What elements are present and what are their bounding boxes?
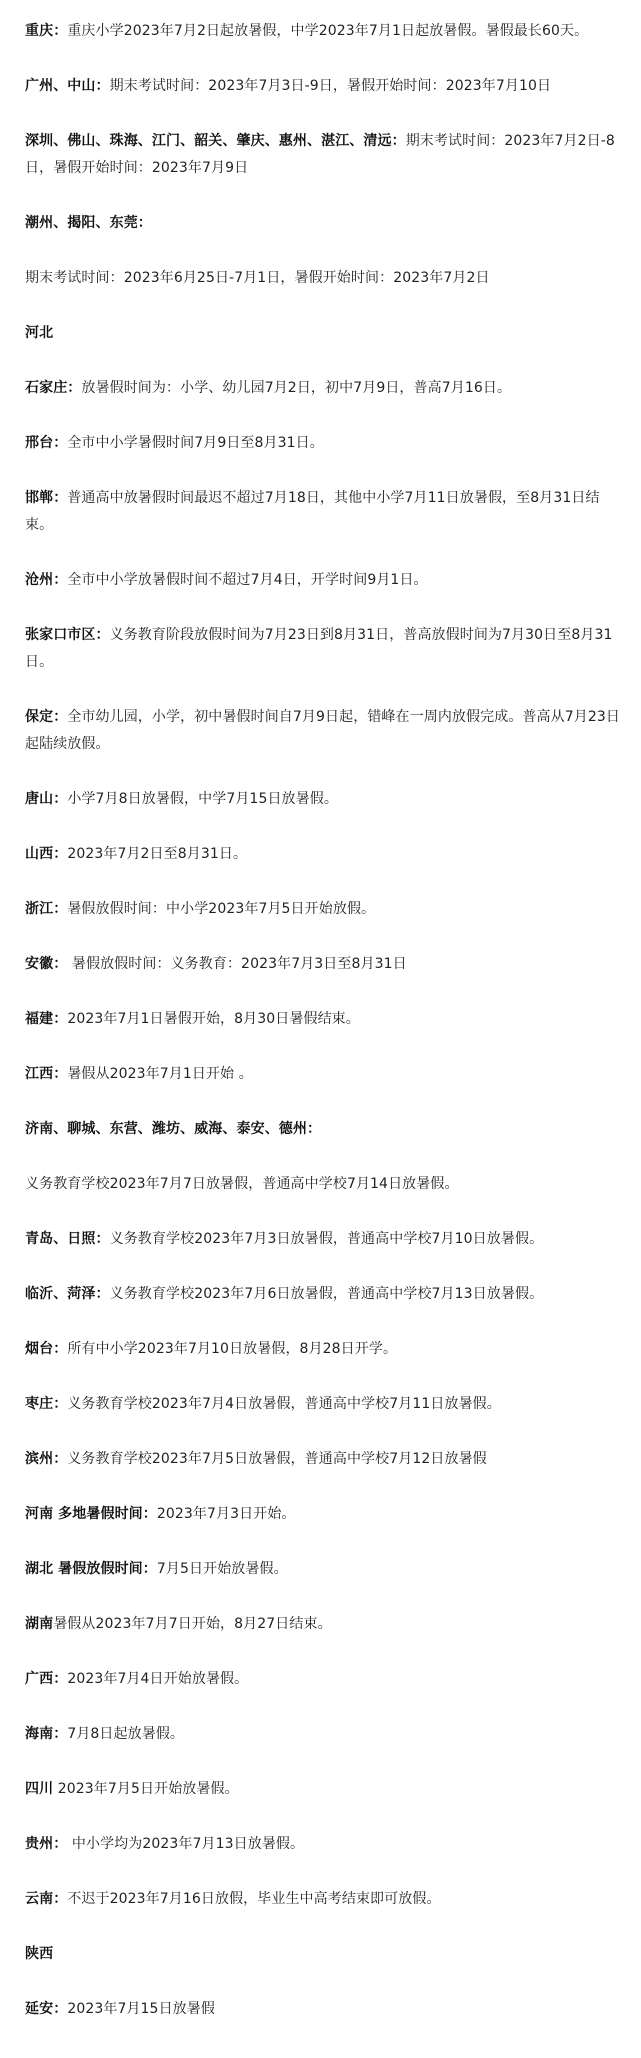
paragraph-text: 2023年7月1日暑假开始，8月30日暑假结束。 [67,1011,360,1027]
paragraph-text: 期末考试时间：2023年7月2日-8日，暑假开始时间：2023年7月9日 [25,133,615,176]
paragraph-text: 全市中小学放暑假时间不超过7月4日，开学时间9月1日。 [67,572,428,588]
section-heading-shaanxi [25,1941,621,1968]
paragraph-guangzhou-zhongshan [25,73,621,100]
region-label: 邯郸： [25,490,68,506]
region-label: 石家庄： [25,380,82,396]
paragraph-chaozhou-detail [25,265,621,292]
region-label: 河北 [25,325,54,341]
paragraph-text: 7月8日起放暑假。 [67,1726,185,1742]
paragraph-yunnan [25,1886,621,1913]
region-label: 贵州： [25,1836,68,1852]
paragraph-text: 暑假从2023年7月1日开始 。 [67,1066,253,1082]
paragraph-shenzhen-group [25,128,621,182]
paragraph-jinan-group [25,1116,621,1143]
region-label: 深圳、佛山、珠海、江门、韶关、肇庆、惠州、湛江、清远： [25,133,406,149]
region-label: 福建： [25,1011,68,1027]
region-label: 四川 [25,1781,54,1797]
paragraph-text: 2023年7月2日至8月31日。 [67,846,248,862]
region-label: 浙江： [25,901,68,917]
region-label: 山西： [25,846,68,862]
region-label: 海南： [25,1726,68,1742]
paragraph-text: 小学7月8日放暑假，中学7月15日放暑假。 [67,791,338,807]
region-label: 重庆： [25,23,68,39]
paragraph-text: 重庆小学2023年7月2日起放暑假，中学2023年7月1日起放暑假。暑假最长60天。 [67,23,589,39]
region-label: 枣庄： [25,1396,68,1412]
paragraph-text: 中小学均为2023年7月13日放暑假。 [67,1836,305,1852]
region-label: 济南、聊城、东营、潍坊、威海、泰安、德州： [25,1121,322,1137]
region-label: 广州、中山： [25,78,110,94]
paragraph-text: 2023年7月15日放暑假 [67,2001,215,2017]
paragraph-yantai [25,1336,621,1363]
region-label: 烟台： [25,1341,68,1357]
region-label: 湖北 暑假放假时间： [25,1561,157,1577]
region-label: 陕西 [25,1946,54,1962]
paragraph-guangxi [25,1666,621,1693]
paragraph-anhui [25,951,621,978]
paragraph-text: 2023年7月4日开始放暑假。 [67,1671,249,1687]
paragraph-text: 义务教育学校2023年7月7日放暑假，普通高中学校7月14日放暑假。 [25,1176,459,1192]
region-label: 河南 多地暑假时间： [25,1506,157,1522]
region-label: 安徽： [25,956,68,972]
paragraph-text: 放暑假时间为：小学、幼儿园7月2日，初中7月9日，普高7月16日。 [81,380,512,396]
paragraph-text: 7月5日开始放暑假。 [156,1561,288,1577]
paragraph-fujian [25,1006,621,1033]
paragraph-cangzhou [25,567,621,594]
paragraph-zhangjiakou [25,622,621,676]
paragraph-hunan [25,1611,621,1638]
paragraph-sichuan [25,1776,621,1803]
section-heading-hebei [25,320,621,347]
paragraph-henan [25,1501,621,1528]
paragraph-text: 期末考试时间：2023年6月25日-7月1日，暑假开始时间：2023年7月2日 [25,270,490,286]
paragraph-text: 所有中小学2023年7月10日放暑假，8月28日开学。 [67,1341,398,1357]
region-label: 潮州、揭阳、东莞： [25,215,152,231]
paragraph-guizhou [25,1831,621,1858]
paragraph-chongqing [25,18,621,45]
paragraph-baoding [25,704,621,758]
paragraph-text: 义务教育阶段放假时间为7月23日到8月31日，普高放假时间为7月30日至8月31日。 [25,627,613,670]
region-label: 延安： [25,2001,68,2017]
paragraph-zaozhuang [25,1391,621,1418]
paragraph-yanan [25,1996,621,2023]
region-label: 保定： [25,709,68,725]
paragraph-text: 2023年7月3日开始。 [156,1506,296,1522]
paragraph-text: 义务教育学校2023年7月4日放暑假，普通高中学校7月11日放暑假。 [67,1396,501,1412]
paragraph-shanxi [25,841,621,868]
paragraph-shijiazhuang [25,375,621,402]
paragraph-chaozhou-group [25,210,621,237]
paragraph-text: 2023年7月5日开始放暑假。 [53,1781,239,1797]
paragraph-text: 普通高中放暑假时间最迟不超过7月18日，其他中小学7月11日放暑假，至8月31日结束。 [25,490,600,533]
paragraph-text: 义务教育学校2023年7月3日放暑假，普通高中学校7月10日放暑假。 [109,1231,544,1247]
paragraph-binzhou [25,1446,621,1473]
region-label: 邢台： [25,435,68,451]
region-label: 云南： [25,1891,68,1907]
region-label: 湖南 [25,1616,54,1632]
paragraph-text: 不迟于2023年7月16日放假，毕业生中高考结束即可放假。 [67,1891,441,1907]
paragraph-linyi-heze [25,1281,621,1308]
paragraph-text: 暑假从2023年7月7日开始，8月27日结束。 [53,1616,332,1632]
paragraph-hainan [25,1721,621,1748]
paragraph-handan [25,485,621,539]
region-label: 青岛、日照： [25,1231,110,1247]
region-label: 江西： [25,1066,68,1082]
paragraph-hubei [25,1556,621,1583]
region-label: 临沂、菏泽： [25,1286,110,1302]
paragraph-text: 期末考试时间：2023年7月3日-9日，暑假开始时间：2023年7月10日 [109,78,552,94]
region-label: 广西： [25,1671,68,1687]
region-label: 沧州： [25,572,68,588]
paragraph-tangshan [25,786,621,813]
paragraph-text: 暑假放假时间：义务教育：2023年7月3日至8月31日 [67,956,407,972]
paragraph-xingtai [25,430,621,457]
paragraph-zhejiang [25,896,621,923]
paragraph-qingdao-rizhao [25,1226,621,1253]
paragraph-text: 义务教育学校2023年7月5日放暑假，普通高中学校7月12日放暑假 [67,1451,487,1467]
paragraph-jiangxi [25,1061,621,1088]
region-label: 张家口市区： [25,627,110,643]
region-label: 滨州： [25,1451,68,1467]
paragraph-text: 义务教育学校2023年7月6日放暑假，普通高中学校7月13日放暑假。 [109,1286,544,1302]
paragraph-text: 全市幼儿园，小学，初中暑假时间自7月9日起，错峰在一周内放假完成。普高从7月23日起陆续放假。 [25,709,620,752]
paragraph-text: 暑假放假时间：中小学2023年7月5日开始放假。 [67,901,376,917]
paragraph-text: 全市中小学暑假时间7月9日至8月31日。 [67,435,324,451]
paragraph-jinan-detail [25,1171,621,1198]
region-label: 唐山： [25,791,68,807]
